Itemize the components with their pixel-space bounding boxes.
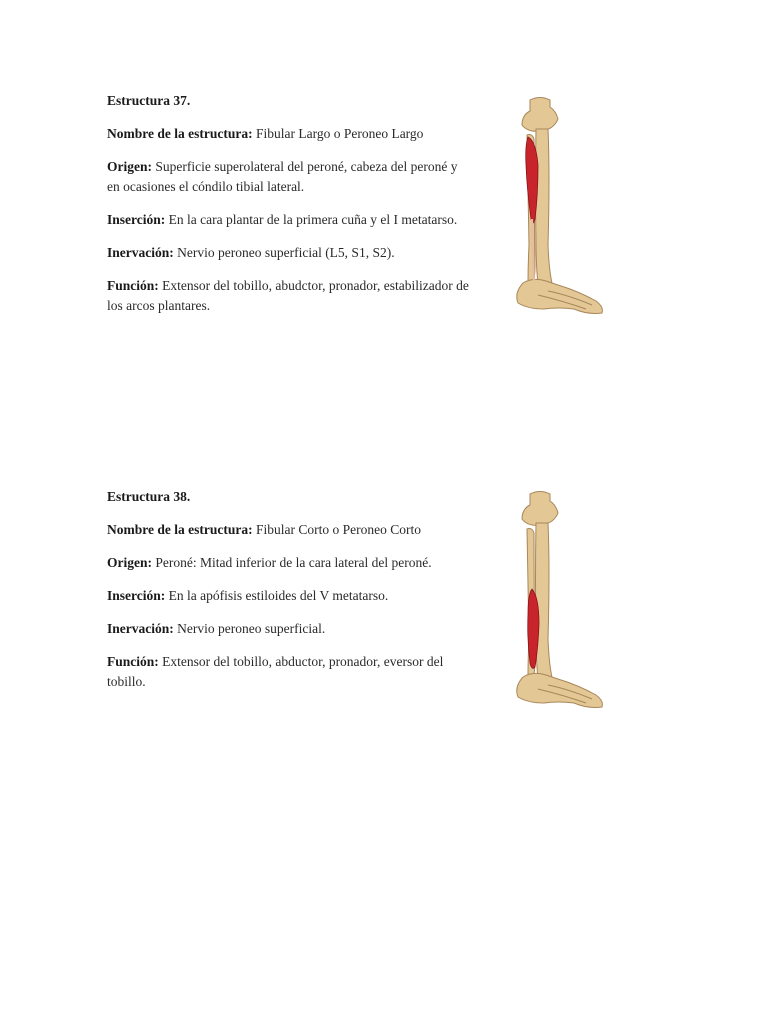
origin-value: Peroné: Mitad inferior de la cara lateral del peroné. [155, 555, 432, 570]
insertion-label: Inserción: [107, 588, 166, 603]
function-label: Función: [107, 654, 159, 669]
structure-entry-37 [107, 91, 472, 329]
function-value: Extensor del tobillo, abductor, pronador, eversor del tobillo. [107, 654, 444, 689]
innervation-row [107, 619, 472, 639]
innervation-label: Inervación: [107, 245, 174, 260]
function-row [107, 276, 472, 316]
structure-name-label: Nombre de la estructura: [107, 126, 253, 141]
insertion-value: En la cara plantar de la primera cuña y el I metatarso. [168, 212, 458, 227]
structure-entry-38 [107, 487, 472, 705]
structure-name-row [107, 124, 472, 144]
origin-row [107, 553, 472, 573]
function-value: Extensor del tobillo, abudctor, pronador, estabilizador de los arcos plantares. [107, 278, 469, 313]
structure-name-row [107, 520, 472, 540]
innervation-label: Inervación: [107, 621, 174, 636]
insertion-value: En la apófisis estiloides del V metatarso. [168, 588, 389, 603]
origin-label: Origen: [107, 159, 152, 174]
structure-name-value: Fibular Largo o Peroneo Largo [255, 126, 424, 141]
innervation-value: Nervio peroneo superficial. [177, 621, 326, 636]
function-row [107, 652, 472, 692]
structure-name-label: Nombre de la estructura: [107, 522, 253, 537]
leg-bones-peroneus-brevis-illustration [478, 489, 643, 714]
leg-bones-peroneus-longus-illustration [478, 95, 643, 320]
origin-value: Superficie superolateral del peroné, cabeza del peroné y en ocasiones el cóndilo tibial lateral. [107, 159, 458, 194]
insertion-label: Inserción: [107, 212, 166, 227]
structure-name-value: Fibular Corto o Peroneo Corto [255, 522, 421, 537]
entry-title: Estructura 37. [107, 93, 191, 108]
entry-title: Estructura 38. [107, 489, 191, 504]
insertion-row [107, 210, 472, 230]
origin-label: Origen: [107, 555, 152, 570]
innervation-value: Nervio peroneo superficial (L5, S1, S2). [177, 245, 395, 260]
function-label: Función: [107, 278, 159, 293]
origin-row [107, 157, 472, 197]
innervation-row [107, 243, 472, 263]
insertion-row [107, 586, 472, 606]
